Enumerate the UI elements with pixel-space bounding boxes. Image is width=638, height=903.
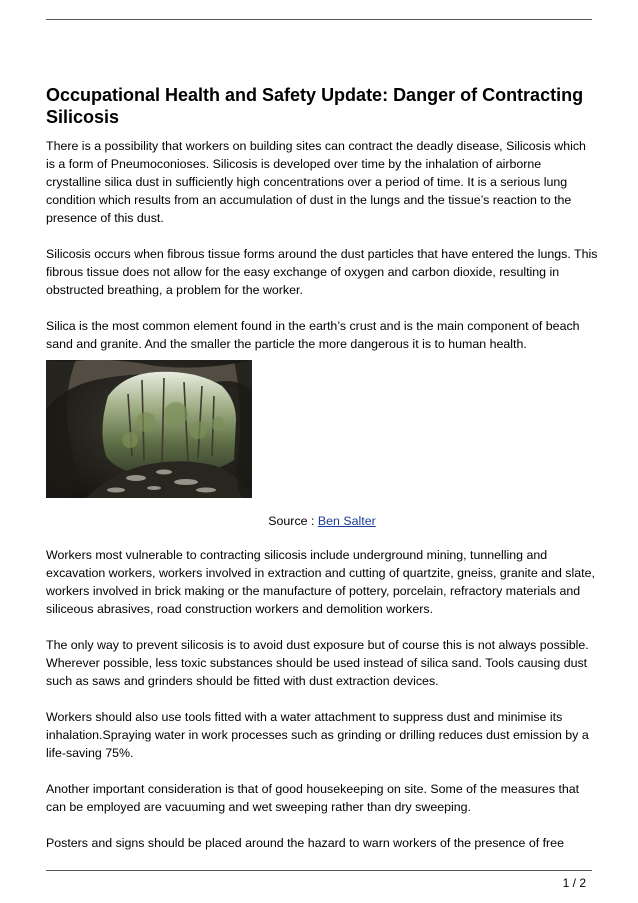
- page-number: 1 / 2: [562, 876, 586, 890]
- footer-rule: [46, 870, 592, 871]
- image-caption: [46, 512, 598, 530]
- paragraph-2: Silicosis occurs when fibrous tissue forms around the dust particles that have entered the lungs. This fibrous tissue does not allow for the easy exchange of oxygen and carbon dioxide, resulting in obstructed breathing, a problem for the worker.: [46, 247, 598, 297]
- caption-prefix: Source :: [268, 514, 318, 528]
- cave-photo: [46, 360, 252, 498]
- paragraph-1: There is a possibility that workers on building sites can contract the deadly disease, Silicosis which is a form of Pneumoconioses. Silicosis is developed over time by the inhalation of airborne crystalline silica dust in sufficiently high concentrations over a period of time. It is a serious lung condition which results from an accumulation of dust in the lungs and the tissue’s reaction to the presence of this dust.: [46, 139, 586, 225]
- document-title: Occupational Health and Safety Update: Danger of Contracting Silicosis: [46, 85, 584, 127]
- paragraph-8: Posters and signs should be placed around the hazard to warn workers of the presence of free: [46, 836, 564, 850]
- document-body: [46, 84, 598, 870]
- caption-source-link[interactable]: Ben Salter: [317, 514, 376, 528]
- header-rule: [46, 19, 592, 20]
- paragraph-6: Workers should also use tools fitted with a water attachment to suppress dust and minimise its inhalation.Spraying water in work processes such as grinding or drilling reduces dust emission by a life-saving 75%.: [46, 710, 589, 760]
- paragraph-5: The only way to prevent silicosis is to avoid dust exposure but of course this is not always possible. Wherever possible, less toxic substances should be used instead of silica sand. Tools causing dust such as saws and grinders should be fitted with dust extraction devices.: [46, 638, 589, 688]
- paragraph-4: Workers most vulnerable to contracting silicosis include underground mining, tunnelling and excavation workers, workers involved in extraction and cutting of quartzite, gneiss, granite and slate, workers involved in brick making or the manufacture of pottery, porcelain, refractory materials and siliceous abrasives, road construction workers and demolition workers.: [46, 548, 595, 616]
- paragraph-7: Another important consideration is that of good housekeeping on site. Some of the measures that can be employed are vacuuming and wet sweeping rather than dry sweeping.: [46, 782, 580, 814]
- paragraph-3: Silica is the most common element found in the earth’s crust and is the main component of beach sand and granite. And the smaller the particle the more dangerous it is to human health.: [46, 319, 580, 351]
